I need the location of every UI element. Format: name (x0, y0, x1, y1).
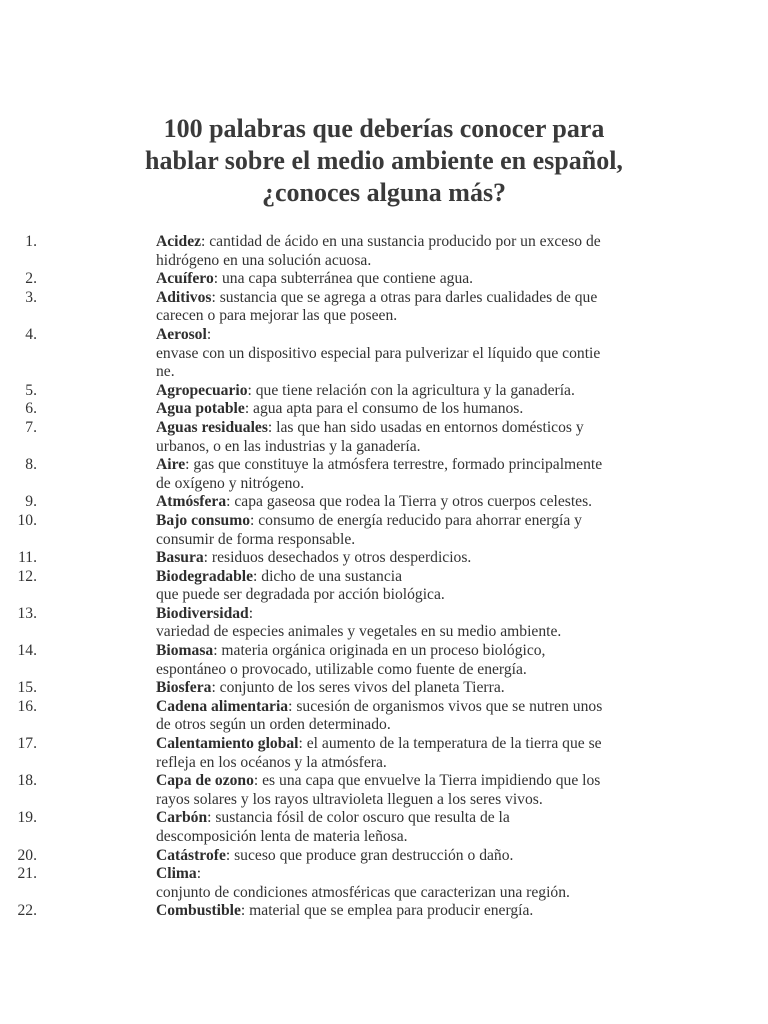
definition-text: envase con un dispositivo especial para pulverizar el líquido que contie (156, 344, 601, 362)
definition-line (156, 307, 656, 326)
item-number: 18. (17, 772, 37, 790)
definition-line (156, 698, 656, 717)
definition-text: consumir de forma responsable. (156, 530, 356, 548)
definition-line (156, 400, 656, 419)
item-number: 8. (25, 456, 37, 474)
term-word: Basura (156, 549, 204, 567)
definition-text: : gas que constituye la atmósfera terrestre, formado principalmente (185, 456, 603, 474)
definition-line (156, 382, 656, 401)
definition-line (156, 791, 656, 810)
definition-text: carecen o para mejorar las que poseen. (156, 307, 398, 325)
term-word: Agropecuario (156, 381, 248, 399)
term-word: Acuífero (156, 270, 214, 288)
definition-text: : sustancia que se agrega a otras para darles cualidades de que (211, 288, 598, 306)
item-number: 11. (18, 549, 37, 567)
definition-line (156, 661, 656, 680)
term-word: Aerosol (156, 325, 207, 343)
definition-text: : es una capa que envuelve la Tierra impidiendo que los (253, 772, 601, 790)
item-number: 13. (17, 604, 37, 622)
item-number: 3. (25, 288, 37, 306)
definition-line (156, 363, 656, 382)
glossary-item (0, 419, 656, 456)
definition-text: : dicho de una sustancia (253, 567, 403, 585)
definition-line (156, 623, 656, 642)
glossary-item (0, 679, 656, 698)
definition-text: conjunto de condiciones atmosféricas que caracterizan una región. (156, 883, 570, 901)
glossary-item (0, 847, 656, 866)
glossary-item (0, 382, 656, 401)
definition-line (156, 512, 656, 531)
term-word: Biomasa (156, 642, 214, 660)
definition-line (156, 419, 656, 438)
term-word: Cadena alimentaria (156, 697, 289, 715)
definition-line (156, 865, 656, 884)
definition-line (156, 828, 656, 847)
item-number: 15. (17, 679, 37, 697)
definition-text: : suceso que produce gran destrucción o daño. (225, 846, 514, 864)
term-word: Aguas residuales (156, 418, 268, 436)
glossary-item (0, 642, 656, 679)
definition-line (156, 642, 656, 661)
item-number: 14. (17, 642, 37, 660)
item-number: 21. (17, 865, 37, 883)
glossary-item (0, 568, 656, 605)
definition-line (156, 289, 656, 308)
glossary-item (0, 698, 656, 735)
definition-text: : sustancia fósil de color oscuro que resulta de la (207, 809, 510, 827)
item-number: 20. (17, 846, 37, 864)
definition-text: : cantidad de ácido en una sustancia producido por un exceso de (201, 233, 601, 250)
term-word: Bajo consumo (156, 511, 251, 529)
definition-text: : las que han sido usadas en entornos domésticos y (267, 418, 584, 436)
term-word: Aditivos (156, 288, 212, 306)
definition-text: que puede ser degradada por acción biológica. (156, 586, 445, 604)
item-number: 6. (25, 400, 37, 418)
definition-line (156, 754, 656, 773)
definition-line (156, 270, 656, 289)
definition-text: ne. (156, 363, 175, 381)
document-title (100, 113, 668, 209)
term-word: Agua potable (156, 400, 245, 418)
item-number: 12. (17, 567, 37, 585)
glossary-item (0, 512, 656, 549)
item-number: 4. (25, 325, 37, 343)
definition-text: urbanos, o en las industrias y la ganadería. (156, 437, 421, 455)
glossary-item (0, 735, 656, 772)
item-number: 10. (17, 511, 37, 529)
definition-text: : (248, 604, 254, 622)
definition-line (156, 902, 656, 921)
item-number: 1. (25, 233, 37, 250)
glossary-list (0, 233, 768, 921)
definition-text: variedad de especies animales y vegetales en su medio ambiente. (156, 623, 562, 641)
definition-text: espontáneo o provocado, utilizable como fuente de energía. (156, 660, 527, 678)
definition-line (156, 456, 656, 475)
item-number: 9. (25, 493, 37, 511)
definition-text: descomposición lenta de materia leñosa. (156, 828, 408, 845)
definition-line (156, 326, 656, 345)
item-number: 2. (25, 270, 37, 288)
definition-line (156, 568, 656, 587)
definition-text: : consumo de energía reducido para ahorrar energía y (250, 511, 582, 529)
term-word: Carbón (156, 809, 208, 827)
glossary-item (0, 233, 656, 270)
item-number: 5. (25, 381, 37, 399)
definition-line (156, 809, 656, 828)
term-word: Aire (156, 456, 186, 474)
glossary-item (0, 605, 656, 642)
definition-line (156, 252, 656, 271)
definition-line (156, 475, 656, 494)
term-word: Combustible (156, 902, 241, 920)
term-word: Calentamiento global (156, 735, 299, 753)
definition-text: : agua apta para el consumo de los humanos. (244, 400, 524, 418)
glossary-item (0, 493, 656, 512)
definition-line (156, 438, 656, 457)
glossary-item (0, 809, 656, 846)
definition-text: : el aumento de la temperatura de la tierra que se (298, 735, 602, 753)
term-word: Acidez (156, 233, 202, 250)
glossary-item (0, 772, 656, 809)
glossary-item (0, 902, 656, 921)
term-word: Clima (156, 865, 197, 883)
glossary-item (0, 400, 656, 419)
term-word: Biodegradable (156, 567, 254, 585)
definition-text: : que tiene relación con la agricultura y la ganadería. (247, 381, 575, 399)
definition-text: : material que se emplea para producir energía. (240, 902, 534, 920)
glossary-item (0, 326, 656, 382)
definition-text: hidrógeno en una solución acuosa. (156, 251, 372, 269)
term-word: Biosfera (156, 679, 212, 697)
item-number: 22. (17, 902, 37, 920)
glossary-item (0, 865, 656, 902)
glossary-item (0, 549, 656, 568)
item-number: 7. (25, 418, 37, 436)
term-word: Capa de ozono (156, 772, 254, 790)
title-line: 100 palabras que deberías conocer para (163, 114, 605, 143)
definition-line (156, 586, 656, 605)
glossary-item (0, 289, 656, 326)
definition-line (156, 847, 656, 866)
term-word: Catástrofe (156, 846, 226, 864)
title-line: hablar sobre el medio ambiente en español, (145, 146, 623, 175)
definition-text: : (196, 865, 202, 883)
definition-text: : una capa subterránea que contiene agua. (213, 270, 474, 288)
definition-line (156, 679, 656, 698)
item-number: 19. (17, 809, 37, 827)
definition-line (156, 716, 656, 735)
definition-text: rayos solares y los rayos ultravioleta lleguen a los seres vivos. (156, 790, 543, 808)
item-number: 16. (17, 697, 37, 715)
definition-line (156, 772, 656, 791)
definition-text: de oxígeno y nitrógeno. (156, 474, 305, 492)
definition-text: : capa gaseosa que rodea la Tierra y otros cuerpos celestes. (226, 493, 593, 511)
definition-line (156, 549, 656, 568)
definition-line (156, 493, 656, 512)
definition-text: refleja en los océanos y la atmósfera. (156, 753, 387, 771)
definition-text: : (206, 325, 212, 343)
glossary-item (0, 456, 656, 493)
definition-line (156, 735, 656, 754)
definition-text: : sucesión de organismos vivos que se nutren unos (288, 697, 603, 715)
definition-line (156, 884, 656, 903)
definition-text: : conjunto de los seres vivos del planeta Tierra. (211, 679, 505, 697)
term-word: Atmósfera (156, 493, 227, 511)
definition-line (156, 531, 656, 550)
definition-text: : materia orgánica originada en un proceso biológico, (213, 642, 546, 660)
definition-text: de otros según un orden determinado. (156, 716, 391, 734)
definition-line (156, 233, 656, 252)
item-number: 17. (17, 735, 37, 753)
definition-text: : residuos desechados y otros desperdicios. (203, 549, 472, 567)
term-word: Biodiversidad (156, 604, 249, 622)
definition-line (156, 605, 656, 624)
glossary-item (0, 270, 656, 289)
definition-line (156, 345, 656, 364)
title-line: ¿conoces alguna más? (261, 178, 507, 207)
